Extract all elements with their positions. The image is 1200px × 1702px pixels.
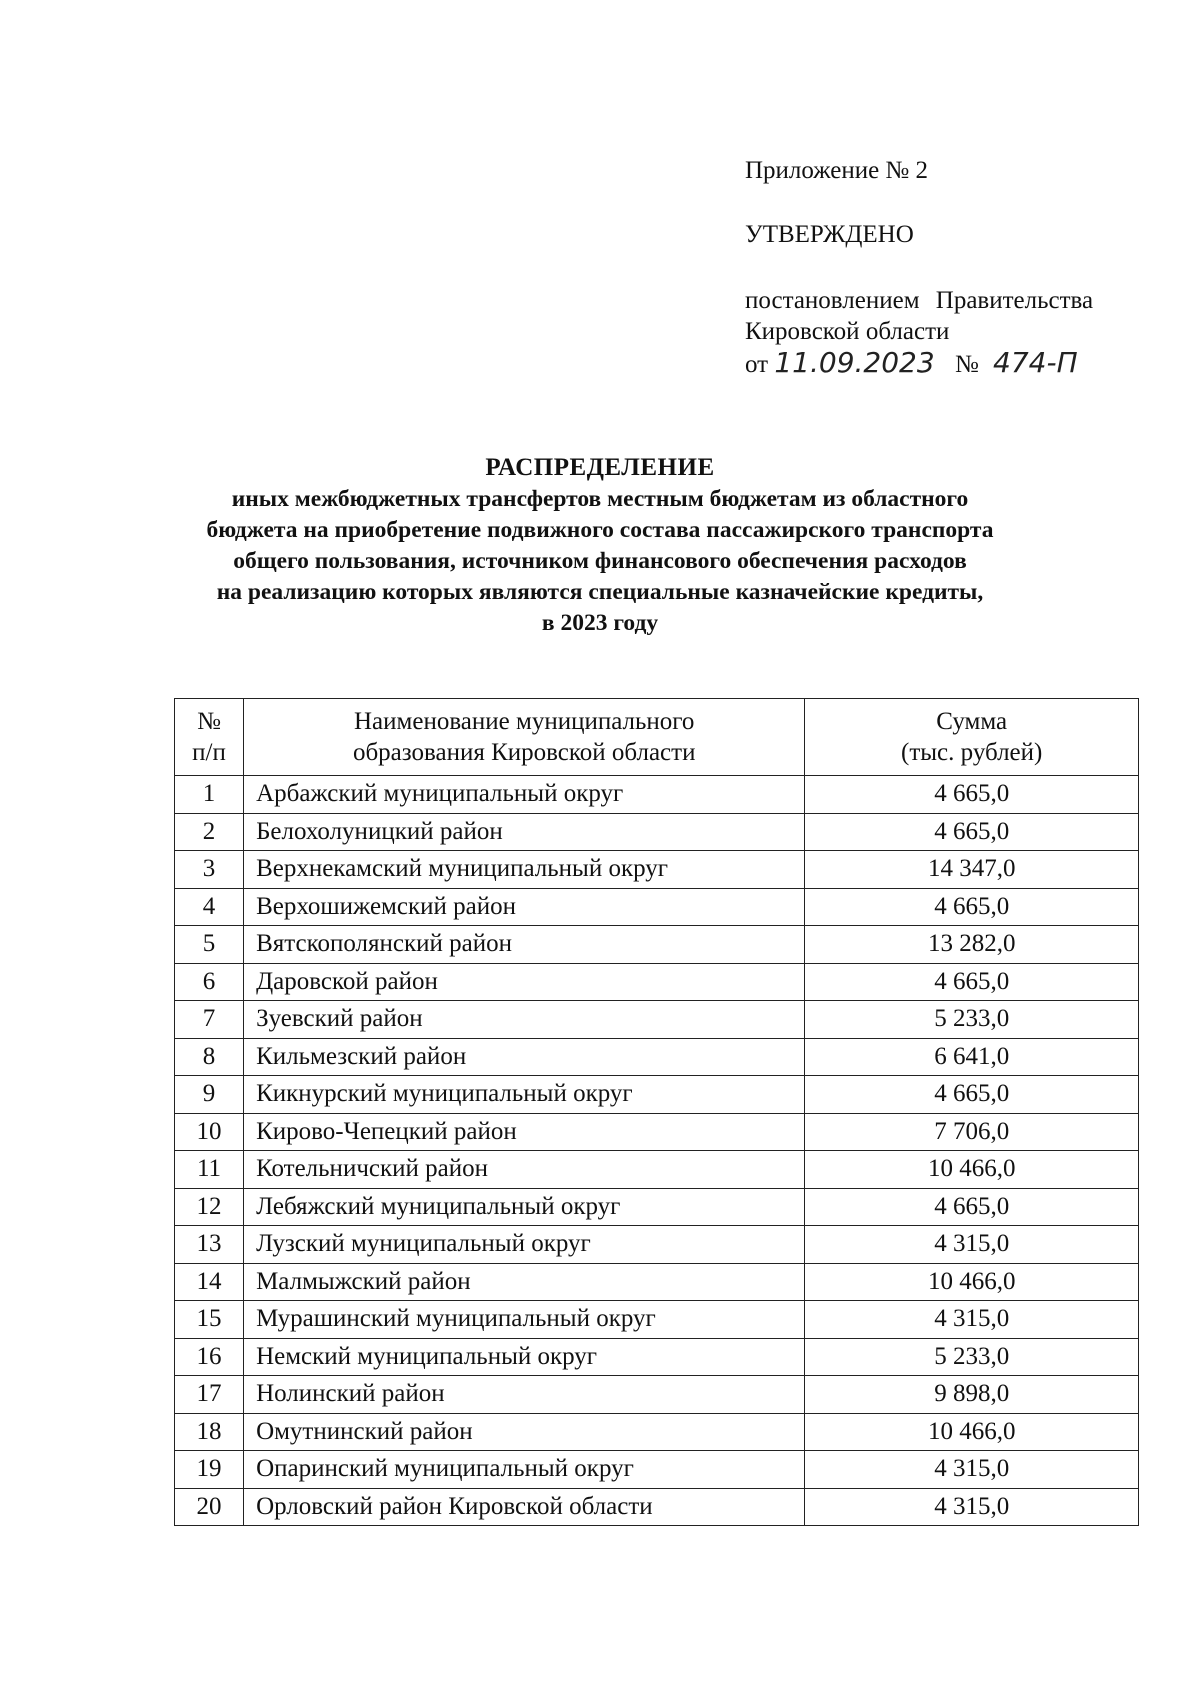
row-sum: 4 665,0 bbox=[805, 888, 1139, 926]
row-municipality: Котельничский район bbox=[244, 1151, 805, 1189]
row-number: 2 bbox=[175, 813, 244, 851]
heading-line-3: общего пользования, источником финансового обеспечения расходов bbox=[233, 548, 967, 574]
table-row bbox=[175, 1113, 1139, 1151]
row-municipality: Немский муниципальный округ bbox=[244, 1338, 805, 1376]
table-row bbox=[175, 926, 1139, 964]
row-number: 5 bbox=[175, 926, 244, 964]
table-row bbox=[175, 1413, 1139, 1451]
table-row bbox=[175, 1151, 1139, 1189]
table-row bbox=[175, 1376, 1139, 1414]
row-number: 1 bbox=[175, 776, 244, 814]
row-number: 17 bbox=[175, 1376, 244, 1414]
resolution-line-1: постановлением Правительства bbox=[745, 287, 1094, 314]
approval-block bbox=[745, 155, 1093, 380]
table-row bbox=[175, 1226, 1139, 1264]
row-number: 9 bbox=[175, 1076, 244, 1114]
row-municipality: Верхнекамский муниципальный округ bbox=[244, 851, 805, 889]
row-municipality: Лузский муниципальный округ bbox=[244, 1226, 805, 1264]
table-row bbox=[175, 1263, 1139, 1301]
row-municipality: Арбажский муниципальный округ bbox=[244, 776, 805, 814]
document-heading bbox=[120, 452, 1080, 639]
table-row bbox=[175, 888, 1139, 926]
row-sum: 14 347,0 bbox=[805, 851, 1139, 889]
row-municipality: Мурашинский муниципальный округ bbox=[244, 1301, 805, 1339]
header-sum bbox=[805, 699, 1139, 776]
row-sum: 4 665,0 bbox=[805, 1188, 1139, 1226]
table-row bbox=[175, 1301, 1139, 1339]
row-number: 20 bbox=[175, 1488, 244, 1526]
table-row bbox=[175, 1188, 1139, 1226]
row-municipality: Малмыжский район bbox=[244, 1263, 805, 1301]
row-number: 8 bbox=[175, 1038, 244, 1076]
row-number: 10 bbox=[175, 1113, 244, 1151]
table-header-row bbox=[175, 699, 1139, 776]
row-sum: 4 665,0 bbox=[805, 963, 1139, 1001]
row-sum: 5 233,0 bbox=[805, 1338, 1139, 1376]
handwritten-number: 474-П bbox=[993, 346, 1078, 379]
header-name-line-1: Наименование муниципального bbox=[354, 708, 695, 735]
row-municipality: Кильмезский район bbox=[244, 1038, 805, 1076]
row-municipality: Опаринский муниципальный округ bbox=[244, 1451, 805, 1489]
row-number: 11 bbox=[175, 1151, 244, 1189]
row-number: 4 bbox=[175, 888, 244, 926]
row-municipality: Омутнинский район bbox=[244, 1413, 805, 1451]
header-sum-line-1: Сумма bbox=[936, 708, 1008, 735]
row-number: 14 bbox=[175, 1263, 244, 1301]
row-municipality: Белохолуницкий район bbox=[244, 813, 805, 851]
heading-line-4: на реализацию которых являются специальные казначейские кредиты, bbox=[216, 579, 984, 605]
row-sum: 4 315,0 bbox=[805, 1451, 1139, 1489]
header-number bbox=[175, 699, 244, 776]
table-row bbox=[175, 1001, 1139, 1039]
row-sum: 13 282,0 bbox=[805, 926, 1139, 964]
header-sum-line-2: (тыс. рублей) bbox=[901, 739, 1043, 766]
header-name bbox=[244, 699, 805, 776]
row-municipality: Вятскополянский район bbox=[244, 926, 805, 964]
row-sum: 4 665,0 bbox=[805, 1076, 1139, 1114]
row-sum: 9 898,0 bbox=[805, 1376, 1139, 1414]
resolution-text bbox=[745, 285, 1093, 380]
row-municipality: Нолинский район bbox=[244, 1376, 805, 1414]
row-number: 7 bbox=[175, 1001, 244, 1039]
row-municipality: Лебяжский муниципальный округ bbox=[244, 1188, 805, 1226]
table-row bbox=[175, 813, 1139, 851]
heading-line-1: иных межбюджетных трансфертов местным бюджетам из областного bbox=[231, 486, 969, 512]
distribution-table bbox=[174, 698, 1139, 1526]
resolution-line-2: Кировской области bbox=[745, 318, 950, 345]
row-number: 3 bbox=[175, 851, 244, 889]
row-sum: 10 466,0 bbox=[805, 1413, 1139, 1451]
row-municipality: Кирово-Чепецкий район bbox=[244, 1113, 805, 1151]
table-row bbox=[175, 1076, 1139, 1114]
row-sum: 6 641,0 bbox=[805, 1038, 1139, 1076]
header-name-line-2: образования Кировской области bbox=[352, 739, 696, 766]
row-sum: 10 466,0 bbox=[805, 1263, 1139, 1301]
heading-title: РАСПРЕДЕЛЕНИЕ bbox=[485, 454, 715, 481]
row-sum: 7 706,0 bbox=[805, 1113, 1139, 1151]
header-number-line-1: № bbox=[197, 708, 221, 735]
row-municipality: Орловский район Кировской области bbox=[244, 1488, 805, 1526]
row-municipality: Зуевский район bbox=[244, 1001, 805, 1039]
date-number-line bbox=[745, 347, 1093, 380]
row-number: 18 bbox=[175, 1413, 244, 1451]
row-sum: 4 665,0 bbox=[805, 776, 1139, 814]
table-row bbox=[175, 1038, 1139, 1076]
row-number: 13 bbox=[175, 1226, 244, 1264]
row-number: 16 bbox=[175, 1338, 244, 1376]
table-row bbox=[175, 851, 1139, 889]
row-sum: 5 233,0 bbox=[805, 1001, 1139, 1039]
row-municipality: Даровской район bbox=[244, 963, 805, 1001]
row-sum: 4 315,0 bbox=[805, 1226, 1139, 1264]
table-row bbox=[175, 1488, 1139, 1526]
row-sum: 4 315,0 bbox=[805, 1301, 1139, 1339]
appendix-label: Приложение № 2 bbox=[745, 157, 929, 184]
table-row bbox=[175, 963, 1139, 1001]
row-municipality: Кикнурский муниципальный округ bbox=[244, 1076, 805, 1114]
row-number: 15 bbox=[175, 1301, 244, 1339]
handwritten-date: 11.09.2023 bbox=[774, 346, 935, 379]
row-sum: 4 315,0 bbox=[805, 1488, 1139, 1526]
heading-line-2: бюджета на приобретение подвижного состава пассажирского транспорта bbox=[206, 517, 994, 543]
row-number: 6 bbox=[175, 963, 244, 1001]
table-row bbox=[175, 1338, 1139, 1376]
row-municipality: Верхошижемский район bbox=[244, 888, 805, 926]
row-number: 19 bbox=[175, 1451, 244, 1489]
table-row bbox=[175, 776, 1139, 814]
row-sum: 10 466,0 bbox=[805, 1151, 1139, 1189]
number-sign: № bbox=[954, 351, 979, 378]
table-body bbox=[175, 776, 1139, 1526]
row-sum: 4 665,0 bbox=[805, 813, 1139, 851]
header-number-line-2: п/п bbox=[192, 739, 226, 766]
table-row bbox=[175, 1451, 1139, 1489]
row-number: 12 bbox=[175, 1188, 244, 1226]
heading-line-5: в 2023 году bbox=[541, 610, 659, 636]
date-prefix: от bbox=[745, 351, 769, 378]
approved-label: УТВЕРЖДЕНО bbox=[745, 221, 914, 248]
